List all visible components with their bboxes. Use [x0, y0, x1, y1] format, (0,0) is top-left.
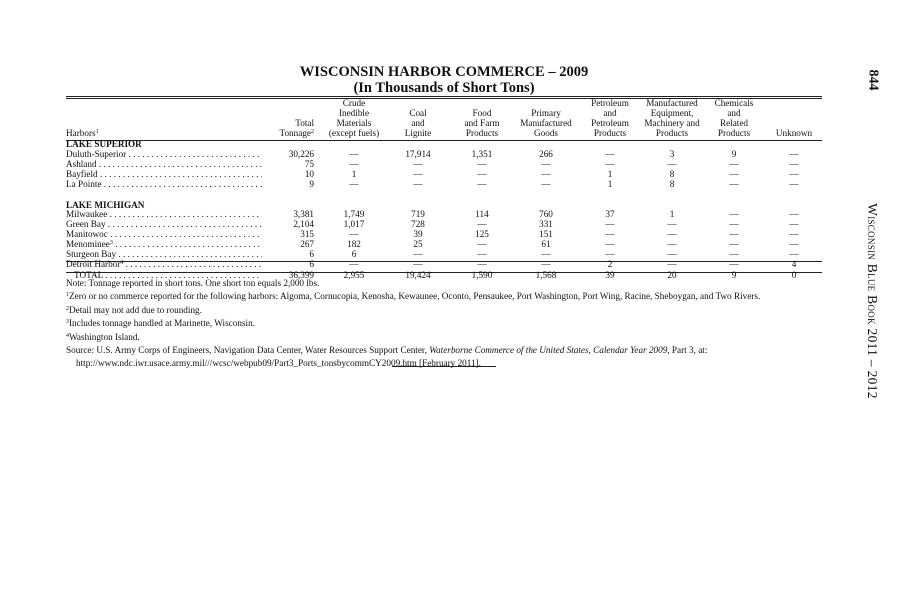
cell-primary: —	[541, 249, 551, 260]
table-row	[66, 240, 822, 250]
cell-chemicals: —	[729, 158, 739, 169]
harbor-label: Detroit Harbor	[66, 259, 121, 269]
cell-manufactured: 8	[669, 178, 675, 189]
total-food: 1,590	[471, 269, 493, 280]
cell-petroleum: —	[605, 249, 615, 260]
leader-dots	[116, 250, 262, 259]
table-row	[66, 220, 822, 230]
col-petroleum: Petroleum and Petroleum Products	[591, 98, 629, 139]
cell-primary: 61	[541, 239, 551, 250]
leader-dots	[106, 220, 262, 229]
col-chemicals: Chemicals and Related Products	[714, 98, 754, 139]
harbor-name	[66, 170, 262, 180]
total-crude: 2,955	[343, 269, 365, 280]
cell-coal: 39	[413, 229, 423, 240]
harbor-name	[66, 150, 262, 160]
section-spacer	[66, 190, 822, 200]
cell-petroleum: 2	[607, 258, 613, 269]
harbor-name	[66, 210, 262, 220]
cell-primary: 331	[539, 219, 553, 230]
cell-food: —	[477, 158, 487, 169]
table-row	[66, 210, 822, 220]
footnote-4: $^4$Washington Island.	[66, 331, 140, 342]
footnote-2: $^2$Detail may not add due to rounding.	[66, 304, 202, 315]
cell-coal: —	[413, 178, 423, 189]
source-url: http://www.ndc.iwr.usace.army.mil///wcsc/webpub09/Part3_Ports_tonsbycommCY2009.htm [February 2011].	[76, 358, 481, 369]
leader-dots	[108, 230, 262, 239]
source-note: Source: U.S. Army Corps of Engineers, Navigation Data Center, Water Resources Support Center, Waterborne Commerce of the United States, Calendar Year 2009, Part 3, at:	[66, 344, 708, 355]
cell-crude: 6	[351, 249, 357, 260]
tonnage-note: Note: Tonnage reported in short tons. One short ton equals 2,000 lbs.	[66, 278, 320, 288]
cell-food: —	[477, 249, 487, 260]
cell-chemicals: —	[729, 229, 739, 240]
cell-total: 2,104	[293, 219, 314, 230]
harbor-label: Menominee	[66, 240, 110, 250]
cell-primary: —	[541, 158, 551, 169]
table-row	[66, 260, 822, 270]
cell-total: 75	[304, 158, 314, 169]
cell-total: 9	[309, 178, 314, 189]
leader-dots	[98, 170, 262, 179]
cell-unknown: —	[789, 229, 799, 240]
harbor-name	[66, 250, 262, 260]
harbor-footnote-mark: 3	[109, 240, 113, 247]
harbor-name	[66, 240, 262, 250]
table-subtitle: (In Thousands of Short Tons)	[353, 80, 535, 96]
harbor-label: Bayfield	[66, 169, 98, 179]
cell-petroleum: —	[605, 148, 615, 159]
section-heading: LAKE MICHIGAN	[66, 199, 145, 210]
footnote-1: $^1$Zero or no commerce reported for the following harbors: Algoma, Cornucopia, Kenosha, Kewaunee, Oconto, Pensaukee, Port Washington, Port Wing, Racine, Sheboygan, and Two Rivers.	[66, 291, 761, 302]
total-chemicals: 9	[731, 269, 737, 280]
col-total: Total Tonnage$^2$	[279, 118, 314, 139]
cell-unknown: —	[789, 239, 799, 250]
col-crude: Crude Inedible Materials (except fuels)	[328, 98, 380, 139]
cell-primary: 760	[539, 209, 553, 220]
total-unknown: 0	[791, 269, 797, 280]
table-row	[66, 170, 822, 180]
leader-dots	[107, 210, 262, 219]
cell-total: 30,226	[288, 148, 314, 159]
running-head: Wisconsin Blue Book 2011 – 2012	[865, 203, 880, 399]
table-notes	[66, 277, 826, 371]
harbor-name	[66, 260, 262, 270]
cell-food: 125	[475, 229, 489, 240]
cell-crude: 1,017	[343, 219, 365, 230]
cell-total: 267	[300, 239, 314, 250]
section-heading: LAKE SUPERIOR	[66, 139, 142, 149]
total-primary: 1,568	[535, 269, 557, 280]
cell-food: —	[477, 219, 487, 230]
cell-unknown: —	[789, 249, 799, 260]
cell-manufactured: —	[667, 249, 677, 260]
leader-dots	[101, 180, 262, 189]
cell-food: —	[477, 168, 487, 179]
cell-total: 6	[309, 249, 314, 260]
harbor-label: La Pointe	[66, 179, 102, 189]
cell-chemicals: —	[729, 178, 739, 189]
leader-dots	[113, 240, 262, 249]
table-row	[66, 180, 822, 190]
cell-manufactured: —	[667, 158, 677, 169]
cell-manufactured: —	[667, 239, 677, 250]
cell-unknown: —	[789, 168, 799, 179]
cell-petroleum: —	[605, 158, 615, 169]
cell-primary: —	[541, 168, 551, 179]
cell-unknown: —	[789, 148, 799, 159]
cell-crude: —	[349, 229, 359, 240]
table-title: WISCONSIN HARBOR COMMERCE – 2009	[299, 64, 589, 80]
section-row	[66, 139, 822, 150]
total-coal: 19,424	[405, 269, 431, 280]
cell-primary: 151	[539, 229, 553, 240]
cell-crude: —	[349, 258, 359, 269]
table-row	[66, 160, 822, 170]
cell-food: —	[477, 178, 487, 189]
cell-food: 1,351	[471, 148, 493, 159]
cell-coal: —	[413, 168, 423, 179]
footnote-3: $^3$Includes tonnage handled at Marinette, Wisconsin.	[66, 318, 255, 329]
cell-unknown: —	[789, 178, 799, 189]
cell-chemicals: —	[729, 209, 739, 220]
cell-chemicals: —	[729, 239, 739, 250]
cell-total: 3,381	[293, 209, 314, 220]
end-rule	[392, 366, 496, 367]
cell-manufactured: —	[667, 258, 677, 269]
leader-dots	[97, 160, 262, 169]
col-unknown: Unknown	[775, 128, 813, 139]
cell-food: —	[477, 258, 487, 269]
cell-manufactured: —	[667, 219, 677, 230]
harbor-label: Duluth-Superior	[66, 149, 127, 159]
table-body	[66, 139, 822, 281]
total-petroleum: 39	[605, 269, 615, 280]
col-harbors: Harbors$^1$	[66, 128, 99, 139]
cell-food: 114	[475, 209, 489, 220]
cell-chemicals: 9	[731, 148, 737, 159]
cell-unknown: —	[789, 219, 799, 230]
total-manufactured: 20	[667, 269, 677, 280]
harbor-name	[66, 220, 262, 230]
harbor-label: Manitowoc	[66, 230, 108, 240]
cell-coal: —	[413, 158, 423, 169]
harbor-label: Sturgeon Bay	[66, 250, 117, 260]
table-row	[66, 230, 822, 240]
cell-manufactured: —	[667, 229, 677, 240]
total-total: 36,399	[288, 269, 314, 280]
cell-food: —	[477, 239, 487, 250]
cell-unknown: 4	[791, 258, 797, 269]
cell-petroleum: 1	[607, 168, 613, 179]
harbor-label: Milwaukee	[66, 210, 108, 220]
cell-chemicals: —	[729, 258, 739, 269]
cell-crude: —	[349, 158, 359, 169]
cell-coal: 719	[411, 209, 425, 220]
harbor-label: Green Bay	[66, 220, 106, 230]
cell-crude: —	[349, 178, 359, 189]
cell-petroleum: —	[605, 239, 615, 250]
cell-unknown: —	[789, 158, 799, 169]
cell-coal: —	[413, 249, 423, 260]
cell-crude: 1	[351, 168, 357, 179]
cell-coal: 17,914	[405, 148, 431, 159]
cell-primary: —	[541, 258, 551, 269]
cell-chemicals: —	[729, 168, 739, 179]
cell-chemicals: —	[729, 249, 739, 260]
cell-manufactured: 3	[669, 148, 675, 159]
harbor-label: Ashland	[66, 159, 97, 169]
cell-manufactured: 1	[669, 209, 675, 220]
table-row	[66, 250, 822, 260]
cell-coal: 25	[413, 239, 423, 250]
col-manufactured: Manufactured Equipment, Machinery and Products	[644, 98, 700, 139]
harbor-footnote-mark: 4	[120, 259, 124, 266]
cell-crude: —	[349, 148, 359, 159]
harbor-name	[66, 180, 262, 190]
section-row	[66, 200, 822, 211]
cell-petroleum: —	[605, 229, 615, 240]
cell-total: 10	[304, 168, 314, 179]
cell-total: 6	[309, 258, 314, 269]
leader-dots	[126, 150, 262, 159]
cell-coal: —	[413, 258, 423, 269]
cell-petroleum: 37	[605, 209, 615, 220]
header-row	[66, 99, 822, 139]
col-coal: Coal and Lignite	[404, 108, 432, 139]
cell-total: 315	[300, 229, 314, 240]
col-food: Food and Farm Products	[464, 108, 500, 139]
cell-petroleum: 1	[607, 178, 613, 189]
page-number: 844	[865, 69, 880, 91]
harbor-name	[66, 230, 262, 240]
cell-crude: 1,749	[343, 209, 365, 220]
cell-manufactured: 8	[669, 168, 675, 179]
total-label: TOTAL	[74, 269, 103, 280]
cell-coal: 728	[411, 219, 425, 230]
cell-petroleum: —	[605, 219, 615, 230]
cell-crude: 182	[347, 239, 361, 250]
cell-primary: —	[541, 178, 551, 189]
harbor-commerce-table	[66, 99, 822, 281]
cell-chemicals: —	[729, 219, 739, 230]
cell-primary: 266	[539, 148, 553, 159]
cell-unknown: —	[789, 209, 799, 220]
harbor-name	[66, 160, 262, 170]
leader-dots	[123, 260, 262, 269]
table-row	[66, 150, 822, 160]
col-primary: Primary Manufactured Goods	[520, 108, 572, 139]
